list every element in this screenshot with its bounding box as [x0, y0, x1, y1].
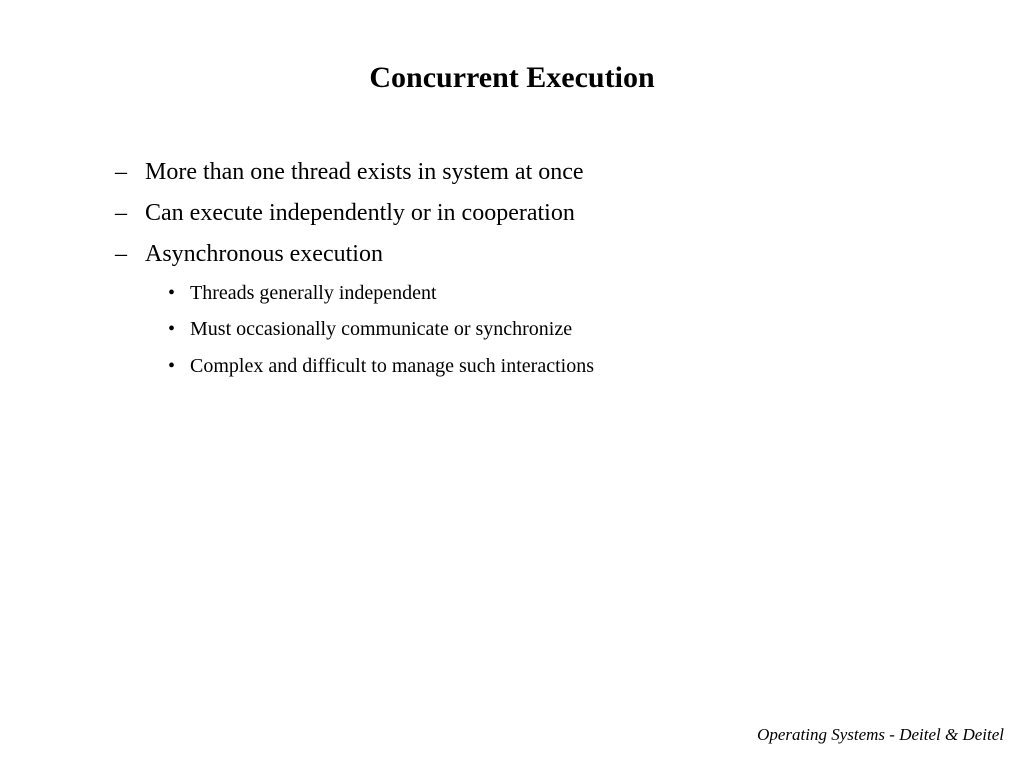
slide-footer: Operating Systems - Deitel & Deitel	[757, 725, 1004, 744]
dash-marker: –	[115, 241, 127, 267]
sub-bullet-text: Threads generally independent	[190, 282, 437, 304]
sub-bullet-text: Must occasionally communicate or synchronize	[190, 318, 573, 340]
bullet-dot-marker: •	[168, 282, 176, 304]
bullet-dot-marker: •	[168, 355, 176, 377]
dash-marker: –	[115, 200, 127, 226]
sub-bullet-text: Complex and difficult to manage such interactions	[190, 355, 594, 377]
bullet-text: Can execute independently or in cooperation	[145, 200, 575, 226]
bullet-text: More than one thread exists in system at once	[145, 159, 584, 185]
dash-marker: –	[115, 159, 127, 185]
slide-title: Concurrent Execution	[369, 61, 655, 94]
bullet-text: Asynchronous execution	[145, 241, 383, 267]
bullet-dot-marker: •	[168, 318, 176, 340]
